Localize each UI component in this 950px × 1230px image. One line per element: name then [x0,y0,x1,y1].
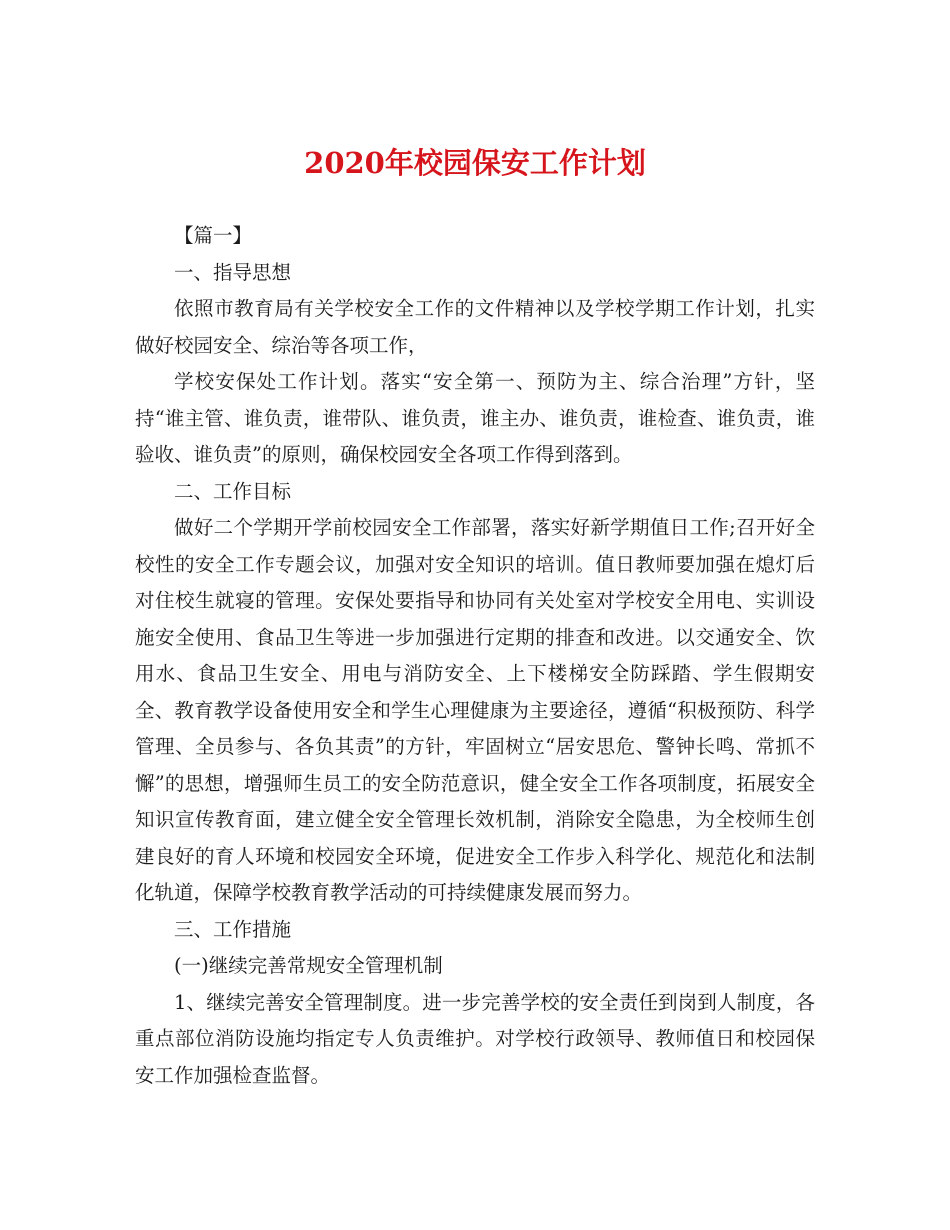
paragraph: 做好二个学期开学前校园安全工作部署，落实好新学期值日工作;召开好全校性的安全工作专题会议，加强对安全知识的培训。值日教师要加强在熄灯后对住校生就寝的管理。安保处要指导和协同有关处室对学校安全用电、实训设施安全使用、食品卫生等进一步加强进行定期的排查和改进。以交通安全、饮用水、食品卫生安全、用电与消防安全、上下楼梯安全防踩踏、学生假期安全、教育教学设备使用安全和学生心理健康为主要途径，遵循“积极预防、科学管理、全员参与、各负其责”的方针，牢固树立“居安思危、警钟长鸣、常抓不懈”的思想，增强师生员工的安全防范意识，健全安全工作各项制度，拓展安全知识宣传教育面，建立健全安全管理长效机制，消除安全隐患，为全校师生创建良好的育人环境和校园安全环境，促进安全工作步入科学化、规范化和法制化轨道，保障学校教育教学活动的可持续健康发展而努力。 [135,516,815,904]
heading-guiding-ideology: 一、指导思想 [174,260,292,284]
document-title: 2020年校园保安工作计划 [304,146,646,180]
heading-work-measures: 三、工作措施 [174,917,292,941]
document-body [135,218,815,1094]
subheading: (一)继续完善常规安全管理机制 [174,954,443,977]
heading-work-goals: 二、工作目标 [174,479,292,503]
section-label: 【篇一】 [174,224,253,247]
paragraph: 依照市教育局有关学校安全工作的文件精神以及学校学期工作计划，扎实做好校园安全、综治等各项工作， [135,297,815,357]
paragraph: 1、继续完善安全管理制度。进一步完善学校的安全责任到岗到人制度，各重点部位消防设施均指定专人负责维护。对学校行政领导、教师值日和校园保安工作加强检查监督。 [135,990,815,1087]
paragraph: 学校安保处工作计划。落实“安全第一、预防为主、综合治理”方针，坚持“谁主管、谁负责，谁带队、谁负责，谁主办、谁负责，谁检查、谁负责，谁验收、谁负责”的原则，确保校园安全各项工作得到落到。 [135,370,815,466]
